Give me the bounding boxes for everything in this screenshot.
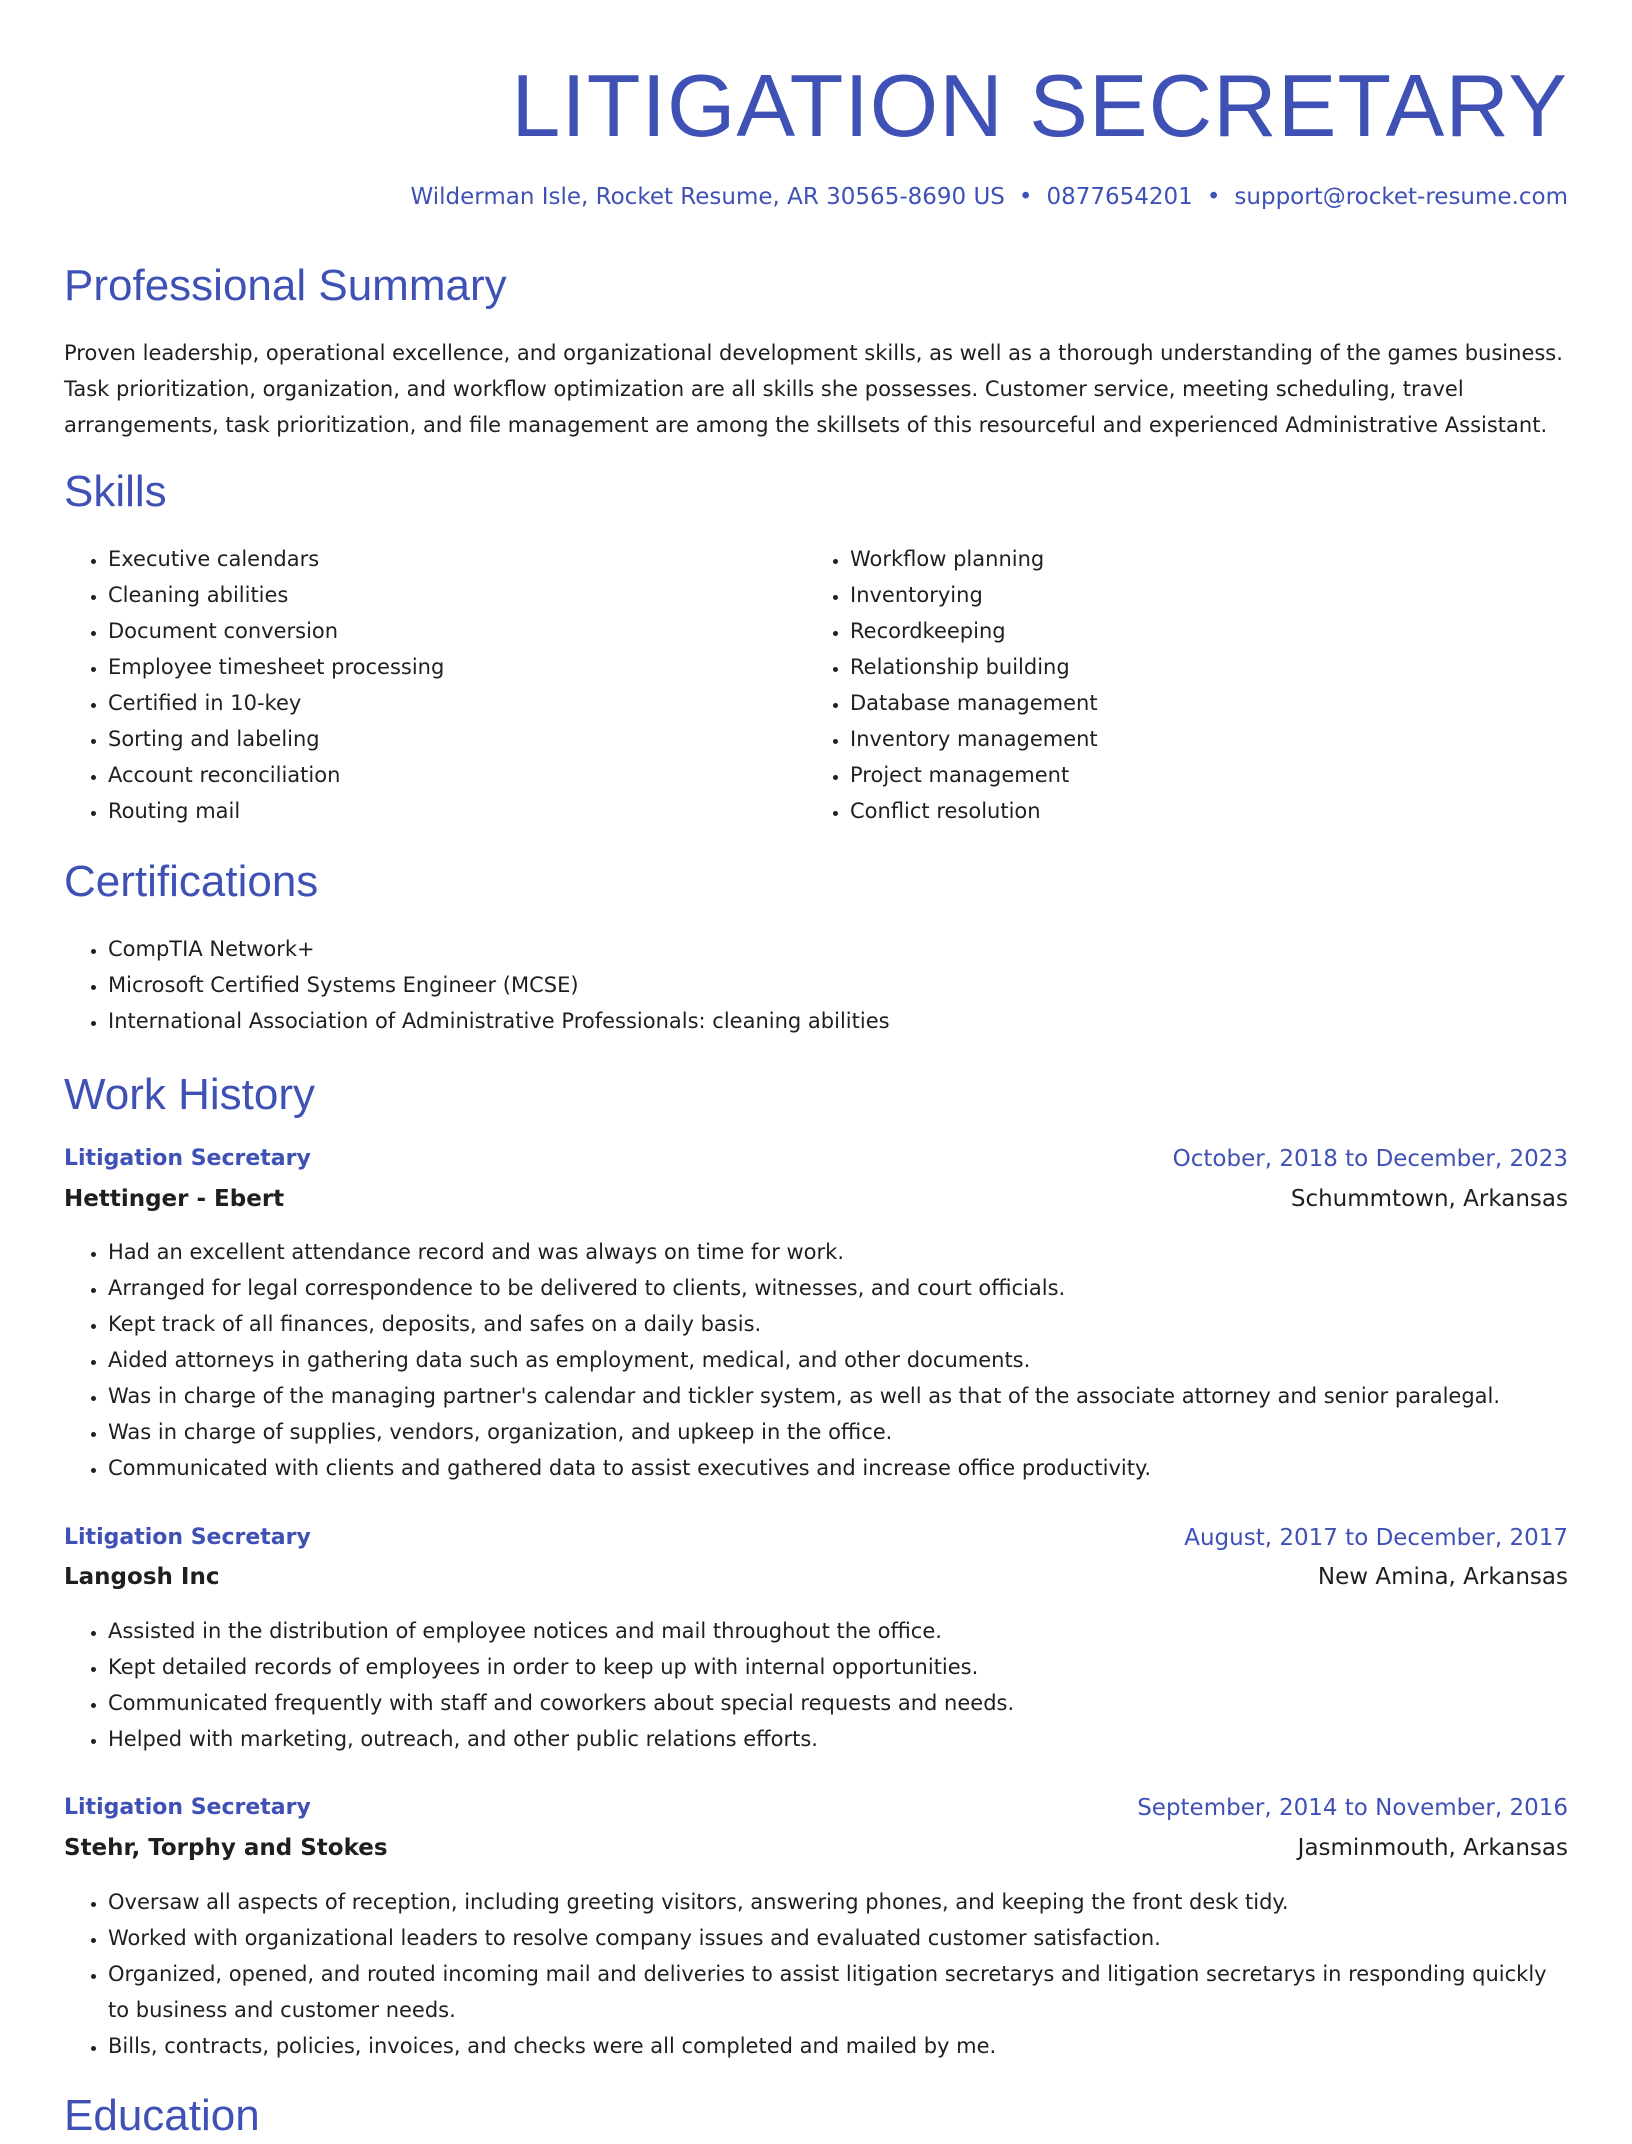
contact-separator: • [1206,184,1221,210]
job-bullet: • Was in charge of the managing partner's calendar and tickler system, as well as that of the associate attorney and senior paralegal. [108,1378,1568,1414]
job-bullet: • Arranged for legal correspondence to be delivered to clients, witnesses, and court officials. [108,1270,1568,1306]
skill-item: • Conflict resolution [850,793,1500,829]
resume-title: LITIGATION SECRETARY [511,56,1568,155]
job-title: Litigation Secretary [64,1146,311,1171]
skill-item: • Sorting and labeling [108,721,758,757]
job-bullet: • Had an excellent attendance record and was always on time for work. [108,1234,1568,1270]
job-location: New Amina, Arkansas [1317,1564,1568,1590]
job-dates: September, 2014 to November, 2016 [1137,1795,1568,1821]
certification-item: • Microsoft Certified Systems Engineer (MCSE) [108,967,1568,1003]
education-heading: Education [64,2091,260,2140]
skill-item: • Inventory management [850,721,1500,757]
job-bullet: • Communicated with clients and gathered data to assist executives and increase office productivity. [108,1450,1568,1486]
job-title: Litigation Secretary [64,1525,311,1550]
job-bullet: • Helped with marketing, outreach, and other public relations efforts. [108,1721,1568,1757]
skill-item: • Certified in 10-key [108,685,758,721]
job-bullet: • Organized, opened, and routed incoming mail and deliveries to assist litigation secretarys and litigation secretarys in responding quickly to business and customer needs. [108,1956,1568,2028]
skills-heading: Skills [64,467,167,516]
skill-item: • Database management [850,685,1500,721]
job-bullet: • Kept track of all finances, deposits, and safes on a daily basis. [108,1306,1568,1342]
certification-item: • International Association of Administrative Professionals: cleaning abilities [108,1003,1568,1039]
skill-item: • Workflow planning [850,541,1500,577]
job-bullet: • Communicated frequently with staff and coworkers about special requests and needs. [108,1685,1568,1721]
job-title: Litigation Secretary [64,1795,311,1820]
skill-item: • Recordkeeping [850,613,1500,649]
summary-text: Proven leadership, operational excellence, and organizational development skills, as well as a thorough understanding of the games business. Task prioritization, organization, and workflow optimization are all skills she possesses. Customer service, meeting scheduling, travel arrangements, task prioritization, and file management are among the skillsets of this resourceful and experienced Administrative Assistant. [64,341,1563,437]
job-location: Jasminmouth, Arkansas [1297,1835,1568,1861]
certification-item: • CompTIA Network+ [108,931,1568,967]
contact-address: Wilderman Isle, Rocket Resume, AR 30565-8690 US [410,184,1005,210]
job-company: Stehr, Torphy and Stokes [64,1835,388,1861]
job-location: Schummtown, Arkansas [1290,1186,1568,1212]
skill-item: • Account reconciliation [108,757,758,793]
job-bullets [64,1613,1568,1757]
job-bullet: • Was in charge of supplies, vendors, organization, and upkeep in the office. [108,1414,1568,1450]
work-history-heading: Work History [64,1070,315,1119]
skill-item: • Document conversion [108,613,758,649]
job-bullet: • Aided attorneys in gathering data such as employment, medical, and other documents. [108,1342,1568,1378]
certifications-heading: Certifications [64,857,319,906]
skill-item: • Project management [850,757,1500,793]
skill-item: • Executive calendars [108,541,758,577]
job-bullets [64,1884,1568,2064]
job-bullets [64,1234,1568,1486]
job-company: Langosh Inc [64,1564,220,1590]
skill-item: • Relationship building [850,649,1500,685]
contact-phone: 0877654201 [1046,184,1193,210]
job-bullet: • Worked with organizational leaders to resolve company issues and evaluated customer satisfaction. [108,1920,1568,1956]
skills-list-left [64,541,758,829]
skill-item: • Cleaning abilities [108,577,758,613]
job-dates: August, 2017 to December, 2017 [1184,1525,1568,1551]
contact-line [411,180,1568,214]
skill-item: • Inventorying [850,577,1500,613]
job-bullet: • Bills, contracts, policies, invoices, and checks were all completed and mailed by me. [108,2028,1568,2064]
contact-email[interactable]: support@rocket-resume.com [1234,184,1568,210]
summary-heading: Professional Summary [64,261,507,310]
contact-separator: • [1018,184,1033,210]
job-dates: October, 2018 to December, 2023 [1172,1146,1568,1172]
skill-item: • Routing mail [108,793,758,829]
certifications-list [64,931,1568,1039]
job-company: Hettinger - Ebert [64,1186,285,1212]
job-bullet: • Oversaw all aspects of reception, including greeting visitors, answering phones, and keeping the front desk tidy. [108,1884,1568,1920]
job-bullet: • Assisted in the distribution of employee notices and mail throughout the office. [108,1613,1568,1649]
skills-list-right [806,541,1500,829]
job-bullet: • Kept detailed records of employees in order to keep up with internal opportunities. [108,1649,1568,1685]
skill-item: • Employee timesheet processing [108,649,758,685]
